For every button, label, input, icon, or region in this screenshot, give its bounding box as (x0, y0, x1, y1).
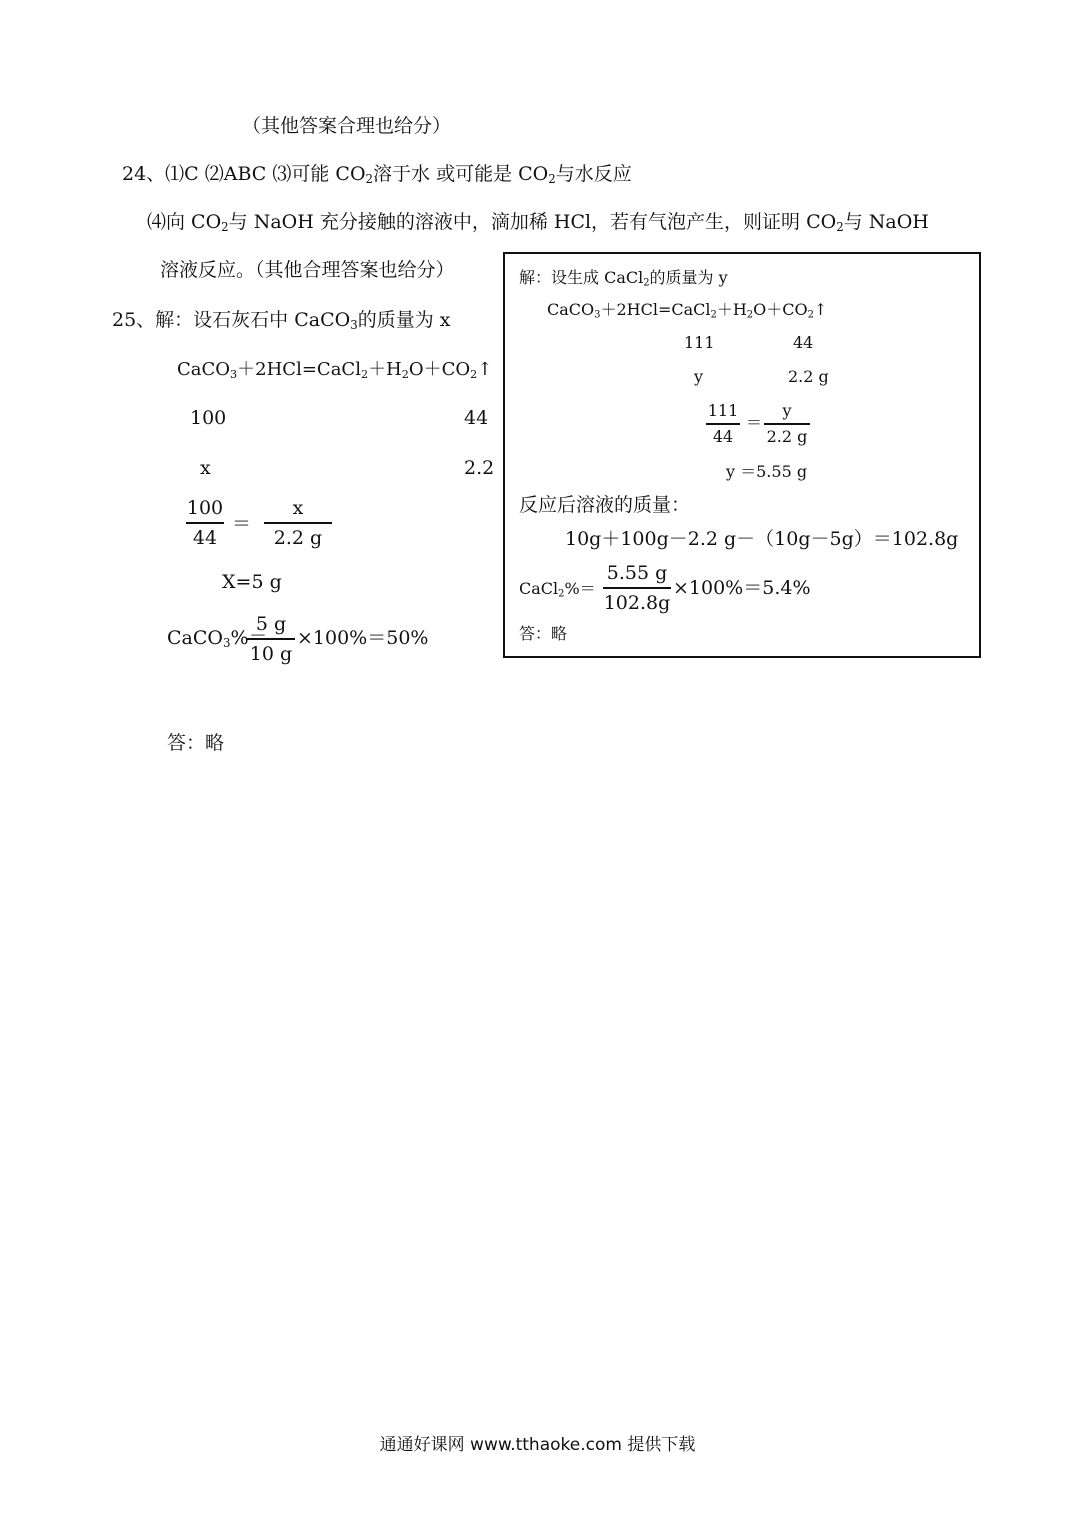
box-pct-label-b: %＝ (564, 579, 596, 598)
box-pct-num: 5.55 g (606, 562, 668, 584)
box-result: y ＝5.55 g (726, 462, 808, 481)
q25-frac1-num: 100 (186, 497, 224, 519)
q25-pct-den: 10 g (249, 643, 293, 665)
box-eq-a: CaCO (547, 300, 595, 319)
q25-pct-label: CaCO$_3$%＝ (167, 627, 268, 650)
q24-line1-b: 溶于水 或可能是 CO (373, 163, 549, 185)
box-frac1-bar (706, 423, 740, 425)
q25-pct-bar (247, 638, 295, 640)
q25-eq-e: ↑ (477, 359, 493, 380)
box-mass-111: 111 (684, 333, 715, 352)
box-frac1-den: 44 (712, 427, 734, 446)
q25-pct-label-b: %＝ (230, 627, 268, 649)
box-pct-label-a: CaCl (519, 579, 559, 598)
footer-credit: 通通好课网 www.tthaoke.com 提供下载 (379, 1435, 696, 1455)
box-pct-den: 102.8g (603, 592, 671, 614)
box-eq-c: ＋H (716, 300, 747, 319)
q25-equation: $CaCO_3+2HCl=CaCl_2+H_2O+CO_2↑$ (177, 359, 493, 381)
box-mass-label: 反应后溶液的质量： (519, 494, 691, 516)
q24-line2: ⑷向 $CO_2$与 NaOH 充分接触的溶液中，滴加稀 HCl，若有气泡产生，则证明 $CO_2$与 NaOH (147, 211, 929, 234)
q25-pct-fraction (247, 612, 295, 666)
q25-eq-a: CaCO (177, 359, 231, 380)
box-intro-a: 解：设生成 CaCl (519, 268, 644, 287)
box-frac2-bar (764, 423, 810, 425)
q24-line1-a: 24、⑴C ⑵ABC ⑶可能 CO (122, 163, 366, 185)
q25-pct-num: 5 g (255, 613, 287, 635)
q25-fraction-1 (186, 496, 224, 550)
q25-frac2-den: 2.2 g (273, 527, 323, 549)
q25-eq-d: O＋CO (408, 359, 471, 380)
q24-line2-a: ⑷向 CO (147, 211, 222, 233)
q24-line3: 溶液反应。（其他合理答案也给分） (160, 259, 455, 281)
box-frac1-num: 111 (707, 401, 739, 420)
box-mass-calc: 10g＋100g－2.2 g－（10g－5g）＝102.8g (565, 528, 959, 550)
box-equals: ＝ (746, 413, 763, 432)
q24-line2-b: 与 NaOH 充分接触的溶液中，滴加稀 HCl，若有气泡产生，则证明 CO (228, 211, 837, 233)
q25-fraction-2 (264, 496, 332, 550)
box-var-y: y (694, 367, 704, 386)
box-var-2-2g: 2.2 g (788, 367, 829, 386)
q25-eq-c: ＋H (368, 359, 402, 380)
q25-var-2-2: 2.2 (464, 457, 495, 479)
q25-pct-tail: ×100%＝50% (297, 627, 429, 649)
q25-intro-a: 25、解：设石灰石中 CaCO (112, 309, 351, 331)
q25-intro-b: 的质量为 x (357, 309, 451, 331)
box-eq-e: ↑ (813, 300, 828, 319)
box-answer: 答：略 (519, 624, 568, 643)
box-equation: $CaCO_3+2HCl=CaCl_2+H_2O+CO_2↑$ (547, 300, 828, 321)
box-pct-fraction (603, 561, 671, 615)
box-pct-label: CaCl$_2$%＝ (519, 579, 596, 600)
box-eq-b: ＋2HCl=CaCl (600, 300, 711, 319)
q25-frac1-den: 44 (192, 527, 218, 549)
q23-note: （其他答案合理也给分） (242, 115, 452, 137)
q25-answer: 答：略 (167, 732, 225, 754)
box-intro-b: 的质量为 y (649, 268, 728, 287)
q25-pct-label-a: CaCO (167, 627, 223, 649)
box-frac2-num: y (782, 401, 792, 420)
box-pct-bar (603, 587, 671, 589)
box-intro: 解：设生成 CaCl$_2$的质量为 y (519, 268, 728, 289)
box-frac2-den: 2.2 g (766, 427, 808, 446)
q25-frac2-num: x (292, 497, 304, 519)
q25-intro: 25、解：设石灰石中 CaCO$_3$的质量为 x (112, 309, 451, 332)
q25-equals: ＝ (232, 513, 252, 535)
q24-line2-c: 与 NaOH (843, 211, 929, 233)
q25-result: X=5 g (222, 571, 282, 593)
q24-line1: 24、⑴C ⑵ABC ⑶可能 $CO_2$溶于水 或可能是 $CO_2$与水反应 (122, 163, 632, 186)
box-eq-d: O＋CO (753, 300, 808, 319)
box-fraction-1 (706, 401, 740, 447)
box-fraction-2 (764, 401, 810, 447)
q25-frac2-bar (264, 522, 332, 524)
box-pct-tail: ×100%＝5.4% (673, 577, 811, 599)
q25-mass-44: 44 (464, 407, 489, 429)
q25-eq-b: ＋2HCl=CaCl (237, 359, 361, 380)
box-mass-44: 44 (793, 333, 814, 352)
q25-var-x: x (200, 457, 211, 479)
q25-mass-100: 100 (190, 407, 227, 429)
q24-line1-c: 与水反应 (555, 163, 632, 185)
q25-frac1-bar (186, 522, 224, 524)
